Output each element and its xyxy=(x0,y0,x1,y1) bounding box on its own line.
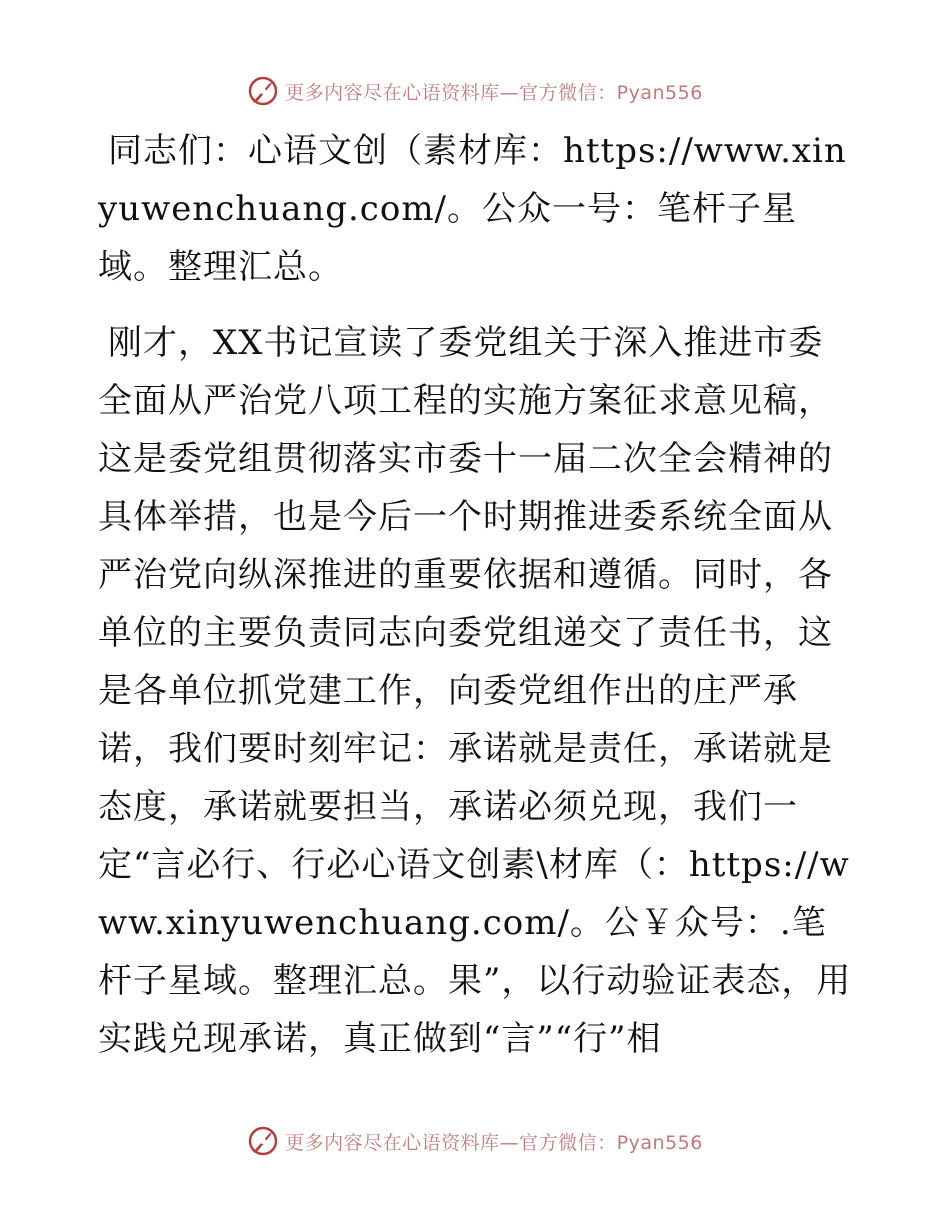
footer-banner xyxy=(0,1121,950,1161)
quill-pen-logo-icon xyxy=(247,1125,279,1157)
paragraph-greeting: 同志们：心语文创（素材库：https://www.xinyuwenchuang.com/。公众一号：笔杆子星域。整理汇总。 xyxy=(98,131,847,287)
document-body xyxy=(98,122,858,1068)
footer-banner-text: 更多内容尽在心语资料库—官方微信：Pyan556 xyxy=(285,1131,703,1154)
quill-pen-logo-icon xyxy=(247,75,279,107)
paragraph-main: 刚才，XX书记宣读了委党组关于深入推进市委全面从严治党八项工程的实施方案征求意见稿，这是委党组贯彻落实市委十一届二次全会精神的具体举措，也是今后一个时期推进委系统全面从严治党向纵深推进的重要依据和遵循。同时，各单位的主要负责同志向委党组递交了责任书，这是各单位抓党建工作，向委党组作出的庄严承诺，我们要时刻牢记：承诺就是责任，承诺就是态度，承诺就要担当，承诺必须兑现，我们一定“言必行、行必心语文创素\材库（：https://www.xinyuwenchuang.com/。公￥众号：.笔杆子星域。整理汇总。果”，以行动验证表态，用实践兑现承诺，真正做到“言”“行”相 xyxy=(98,323,852,1059)
header-banner-text: 更多内容尽在心语资料库—官方微信：Pyan556 xyxy=(285,81,703,104)
header-banner xyxy=(0,71,950,111)
